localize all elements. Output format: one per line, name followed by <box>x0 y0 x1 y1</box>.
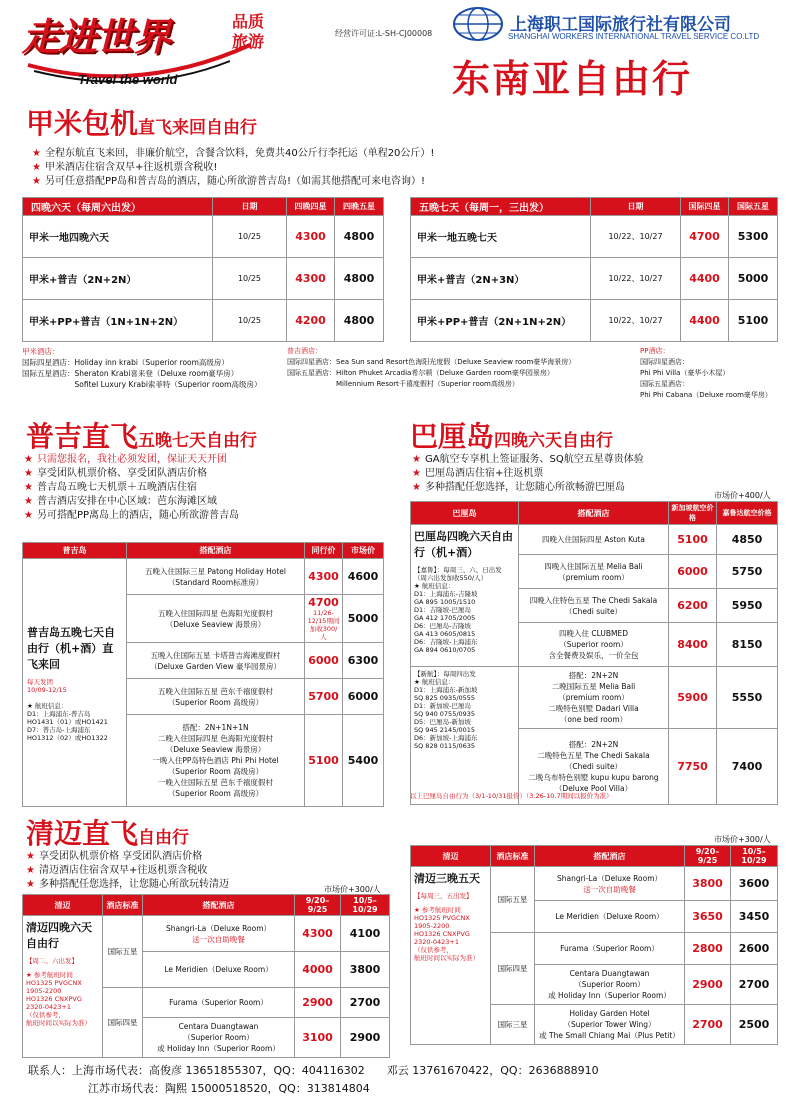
table-row: 清迈三晚五天 【每周三、五出发】 ★ 参考航班时间 HO1325 PVGCNX 1905-2200 HO1326 CNXPVG 2320-0423+1 （仅供参考， 航班时间以实际为准） 国际五星 Shangri-La（Deluxe Room） 送一次自助晚餐 3800 3600 <box>411 867 778 901</box>
bullet-item: ★ 甲米酒店住宿含双早+往返机票含税收! <box>32 162 218 173</box>
bullet-item: ★ 另可搭配PP离岛上的酒店，随心所欲游普吉岛 <box>24 510 240 521</box>
bali-bullets <box>412 453 644 495</box>
table-row: 甲米+PP+普吉（2N+1N+2N） 10/22、10/27 4400 5100 <box>411 300 778 342</box>
table-row: 甲米一地四晚六天 10/25 4300 4800 <box>23 216 384 258</box>
section-title-phuket: 普吉直飞五晚七天自由行 <box>26 420 258 453</box>
table-row: Le Meridien（Deluxe Room） 4000 3800 <box>23 952 390 988</box>
phuket-hotel-list: 普吉酒店： 国际四星酒店：Sea Sun sand Resort色海阳光度假（Deluxe Seaview room豪华海景房） 国际五星酒店：Hilton Phuket Arcadia希尔顿（Deluxe Garden room豪华园景房） Millennium Resort千禧度假村（Superior room高级房） <box>287 347 576 388</box>
chiangmai-market-note-1: 市场价+300/人 <box>324 885 381 894</box>
table-row: 甲米一地五晚七天 10/22、10/27 4700 5300 <box>411 216 778 258</box>
table-row: 巴厘岛四晚六天自由行（机+酒） 【嘉鲁】：每周三、六、日出发 （周六出发加收550/人） ★ 航班信息： D1：上海浦东-吉隆坡 GA 895 1005/1510 D1：吉隆坡-巴厘岛 GA 412 1705/2005 D6：巴厘岛-吉隆坡 GA 413 0605/0815 D6：吉隆坡-上海浦东 GA 894 0610/0705 四晚入住国际四星 Aston Kuta 5100 4850 <box>411 525 778 555</box>
brand-badge: 品质 旅游 <box>232 12 265 51</box>
table-row: 四晚入住 CLUBMED （Superior room） 含全餐费及娱乐，一价全包 8400 8150 <box>411 623 778 667</box>
bullet-item: ★ 多种搭配任您选择，让您随心所欲玩转清迈 <box>26 879 229 890</box>
krabi-bullets <box>32 147 434 189</box>
chiangmai-table-3n5d: 清迈 酒店标准 搭配酒店 9/20–9/25 10/5–10/29 清迈三晚五天 【每周三、五出发】 ★ 参考航班时间 HO1325 PVGCNX 1905-2200 HO1326 CNXPVG 2320-0423+1 （仅供参考， 航班时间以实际为准） 国际五星 Shangri-La（Deluxe Room） 送一次自助晚餐 3800 3600 Le Meridien（Deluxe Room） 3650 3450 国际四星 Furama（Superior Room） 2800 2600 Centara Duangtawan （Superior Room） 或 Holiday Inn（Superior Room） 2900 2700 国际三星 Holiday Garden Hotel （Superior Tower Wing） 或 The Small Chiang Mai（Plus Petit） 2700 2500 <box>410 845 778 1045</box>
table-row: 甲米+普吉（2N+3N） 10/22、10/27 4400 5000 <box>411 258 778 300</box>
table-row: Centara Duangtawan （Superior Room） 或 Holiday Inn（Superior Room） 3100 2900 <box>23 1018 390 1058</box>
bullet-item: ★ 巴厘岛酒店住宿+往返机票 <box>412 468 544 479</box>
phuket-bullets <box>24 453 239 523</box>
section-title-bali: 巴厘岛四晚六天自由行 <box>410 420 614 453</box>
table-row: 国际四星 Furama（Superior Room） 2900 2700 <box>23 988 390 1018</box>
bullet-item: ★ 享受团队机票价格 享受团队酒店价格 <box>26 851 203 862</box>
krabi-hotel-list: 甲米酒店： 国际四星酒店：Holiday inn krabi（Superior room高级房） 国际五星酒店：Sheraton Krabi喜来登（Deluxe room豪华房） Sofitel Luxury Krabi索菲特（Superior room高级房） <box>22 347 262 389</box>
bullet-item: ★ GA航空专享机上签证服务、SQ航空五星尊贵体验 <box>412 454 644 465</box>
table-row: 五晚入住国际五星 卡塔普吉海滩度假村 （Deluxe Garden View 豪华园景房） 6000 6300 <box>23 643 384 679</box>
section-title-chiangmai: 清迈直飞自由行 <box>26 817 190 850</box>
table-row: 甲米+PP+普吉（1N+1N+2N） 10/25 4200 4800 <box>23 300 384 342</box>
company-name-en: SHANGHAI WORKERS INTERNATIONAL TRAVEL SERVICE CO.LTD <box>508 32 760 41</box>
bullet-item: ★ 另可任意搭配PP岛和普吉岛的酒店，随心所欲游普吉岛!（如需其他搭配可来电咨询）! <box>32 176 426 187</box>
section-title-krabi: 甲米包机直飞来回自由行 <box>26 107 258 140</box>
bali-footnote: 以上巴厘岛自由行为（3/1-10/31报价）（3.26-10.7期间以报价为准） <box>410 792 613 800</box>
table-row: Le Meridien（Deluxe Room） 3650 3450 <box>411 901 778 933</box>
bullet-item: ★ 普吉岛五晚七天机票＋五晚酒店住宿 <box>24 482 197 493</box>
table-row: 【新航】：每周四出发 ★ 航班信息： D1：上海浦东-新加坡 SQ 825 0935/0555 D1：新加坡-巴厘岛 SQ 940 0755/0935 D5：巴厘岛-新加坡 SQ 945 2145/0015 D6：新加坡-上海浦东 SQ 828 0115/0635 搭配：2N+2N 二晚国际五星 Melia Bali （premium room） 二晚特色别墅 Dadari Villa （one bed room） 5900 5550 <box>411 667 778 729</box>
table-row: 搭配：2N+2N 二晚特色五星 The Chedi Sakala （Chedi suite） 二晚乌布特色别墅 kupu kupu barong （Deluxe Pool Villa） 7750 7400 <box>411 729 778 805</box>
table-row: 四晚入住特色五星 The Chedi Sakala （Chedi suite） 6200 5950 <box>411 589 778 623</box>
table-row: 国际四星 Furama（Superior Room） 2800 2600 <box>411 933 778 965</box>
brand-slogan: Travel the world <box>78 72 178 87</box>
globe-icon <box>452 6 504 42</box>
table-row: 清迈四晚六天自由行 【周二、六出发】 ★ 参考航班时间 HO1325 PVGCNX 1905-2200 HO1326 CNXPVG 2320-0423+1 （仅供参考， 航班时间以实际为准） 国际五星 Shangri-La（Deluxe Room） 送一次自助晚餐 4300 4100 <box>23 916 390 952</box>
table-row: 五晚入住国际五星 芭东千禧度假村 （Superior Room 高级房） 5700 6000 <box>23 679 384 715</box>
brand-name: 走进世界 <box>22 14 171 59</box>
chiangmai-bullets <box>26 850 229 892</box>
bullet-item: ★ 清迈酒店住宿含双早+往返机票含税收 <box>26 865 208 876</box>
table-row: 国际三星 Holiday Garden Hotel （Superior Tower Wing） 或 The Small Chiang Mai（Plus Petit） 2700 2500 <box>411 1005 778 1045</box>
company-name-cn: 上海职工国际旅行社有限公司 <box>510 15 731 35</box>
footer-contact-line-1: 联系人：上海市场代表：高俊彦 13651855307，QQ：404116302 邓云 13761670422，QQ：2636888910 <box>28 1064 599 1077</box>
license-number: 经营许可证:L-SH-CJ00008 <box>335 29 433 38</box>
table-row: 搭配：2N+1N+1N 二晚入住国际四星 色海阳光度假村 （Deluxe Seaview 海景房） 一晚入住PP岛特色酒店 Phi Phi Hotel （Superior Room 高级房） 一晚入住国际五星 芭东千禧度假村 （Superior Room 高级房） 5100 5400 <box>23 715 384 807</box>
table-row: Centara Duangtawan （Superior Room） 或 Holiday Inn（Superior Room） 2900 2700 <box>411 965 778 1005</box>
krabi-table-4n6d: 四晚六天（每周六出发） 日期 四晚四星 四晚五星 甲米一地四晚六天 10/25 4300 4800 甲米+普吉（2N+2N） 10/25 4300 4800 甲米+PP+普吉（1N+1N+2N） 10/25 4200 4800 <box>22 197 384 342</box>
page-title: 东南亚自由行 <box>452 56 693 101</box>
bali-market-note: 市场价+400/人 <box>714 491 771 500</box>
bullet-item: ★ 全程东航直飞来回，非廉价航空，含餐含饮料，免费共40公斤行李托运（单程20公斤）! <box>32 148 435 159</box>
krabi-table-5n7d: 五晚七天（每周一，三出发） 日期 国际四星 国际五星 甲米一地五晚七天 10/22、10/27 4700 5300 甲米+普吉（2N+3N） 10/22、10/27 4400 5000 甲米+PP+普吉（2N+1N+2N） 10/22、10/27 4400 5100 <box>410 197 778 342</box>
bullet-item: ★ 享受团队机票价格、享受团队酒店价格 <box>24 468 207 479</box>
bullet-item: ★ 多种搭配任您选择，让您随心所欲畅游巴厘岛 <box>412 482 625 493</box>
phuket-table: 普吉岛 搭配酒店 同行价 市场价 普吉岛五晚七天自由行（机+酒）直飞来回 每天发团 10/09-12/15 ★ 航班信息： D1：上海浦东-普吉岛 HO1431（01）或HO1421 D7：普吉岛-上海浦东 HO1312（02）或HO1322 五晚入住国际三星 Patong Holiday Hotel （Standard Room标准房） 4300 4600 五晚入住国际四星 色海阳光度假村 （Deluxe Seaview 海景房） 4700 11/26-12/15期间加收300/人 5000 五晚入住国际五星 卡塔普吉海滩度假村 （Deluxe Garden View 豪华园景房） 6000 6300 五晚入住国际五星 芭东千禧度假村 （Superior Room 高级房） 5700 6000 搭配：2N+1N+1N 二晚入住国际四星 色海阳光度假村 （Deluxe Seaview 海景房） 一晚入住PP岛特色酒店 Phi Phi Hotel （Superior Room 高级房） 一晚入住国际五星 芭东千禧度假村 （Superior Room 高级房） 5100 5400 <box>22 542 384 807</box>
bullet-item: ★ 只需您报名，我社必须发团，保证天天开团 <box>24 454 227 465</box>
table-row: 甲米+普吉（2N+2N） 10/25 4300 4800 <box>23 258 384 300</box>
bali-table: 巴厘岛 搭配酒店 新加坡航空价格 嘉鲁达航空价格 巴厘岛四晚六天自由行（机+酒） 【嘉鲁】：每周三、六、日出发 （周六出发加收550/人） ★ 航班信息： D1：上海浦东-吉隆坡 GA 895 1005/1510 D1：吉隆坡-巴厘岛 GA 412 1705/2005 D6：巴厘岛-吉隆坡 GA 413 0605/0815 D6：吉隆坡-上海浦东 GA 894 0610/0705 四晚入住国际四星 Aston Kuta 5100 4850 四晚入住国际五星 Melia Bali （premium room） 6000 5750 四晚入住特色五星 The Chedi Sakala （Chedi suite） 6200 5950 四晚入住 CLUBMED （Superior room） 含全餐费及娱乐，一价全包 8400 8150 【新航】：每周四出发 ★ 航班信息： D1：上海浦东-新加坡 SQ 825 0935/0555 D1：新加坡-巴厘岛 SQ 940 0755/0935 D5：巴厘岛-新加坡 SQ 945 2145/0015 D6：新加坡-上海浦东 SQ 828 0115/0635 搭配：2N+2N 二晚国际五星 Melia Bali （premium room） 二晚特色别墅 Dadari Villa （one bed room） 5900 5550 搭配：2N+2N 二晚特色五星 The Chedi Sakala （Chedi suite） 二晚乌布特色别墅 kupu kupu barong （Deluxe Pool Villa） 7750 7400 <box>410 501 778 805</box>
footer-contact-line-2: 江苏市场代表：陶熙 15000518520，QQ：313814804 <box>88 1082 370 1095</box>
table-row: 四晚入住国际五星 Melia Bali （premium room） 6000 5750 <box>411 555 778 589</box>
bullet-item: ★ 普吉酒店安排在中心区域：芭东海滩区域 <box>24 496 217 507</box>
table-row: 五晚入住国际四星 色海阳光度假村 （Deluxe Seaview 海景房） 4700 11/26-12/15期间加收300/人 5000 <box>23 595 384 643</box>
chiangmai-market-note-2: 市场价+300/人 <box>714 835 771 844</box>
pp-hotel-list: PP酒店： 国际四星酒店： Phi Phi Villa（豪华小木屋） 国际五星酒店： Phi Phi Cabana（Deluxe room豪华房） <box>640 347 772 399</box>
chiangmai-table-4n6d: 清迈 酒店标准 搭配酒店 9/20–9/25 10/5–10/29 清迈四晚六天自由行 【周二、六出发】 ★ 参考航班时间 HO1325 PVGCNX 1905-2200 HO1326 CNXPVG 2320-0423+1 （仅供参考， 航班时间以实际为准） 国际五星 Shangri-La（Deluxe Room） 送一次自助晚餐 4300 4100 Le Meridien（Deluxe Room） 4000 3800 国际四星 Furama（Superior Room） 2900 2700 Centara Duangtawan （Superior Room） 或 Holiday Inn（Superior Room） 3100 2900 <box>22 894 390 1058</box>
table-row: 普吉岛五晚七天自由行（机+酒）直飞来回 每天发团 10/09-12/15 ★ 航班信息： D1：上海浦东-普吉岛 HO1431（01）或HO1421 D7：普吉岛-上海浦东 HO1312（02）或HO1322 五晚入住国际三星 Patong Holiday Hotel （Standard Room标准房） 4300 4600 <box>23 559 384 595</box>
